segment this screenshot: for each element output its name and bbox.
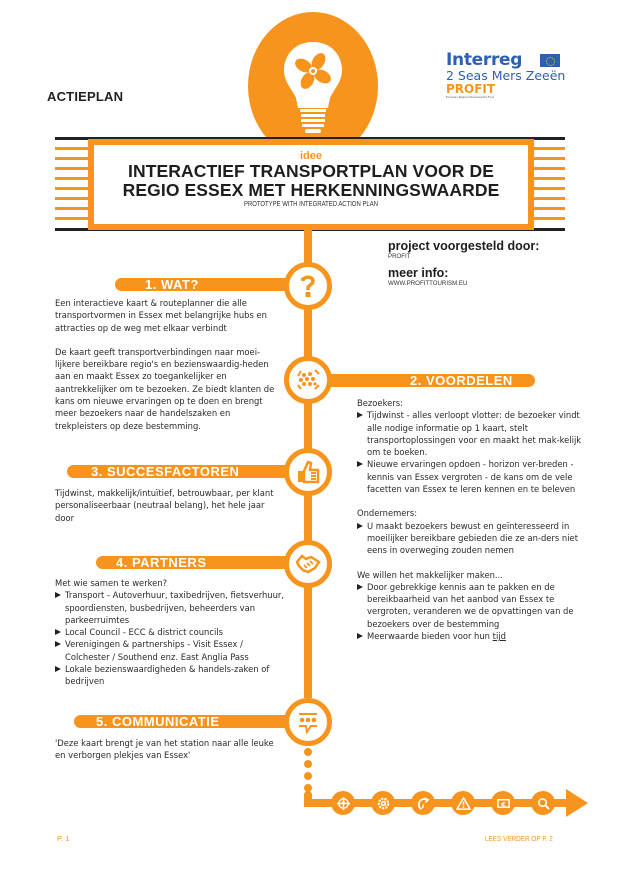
document-label: ACTIEPLAN (47, 89, 124, 104)
refresh-icon (411, 791, 435, 815)
title-banner (88, 139, 534, 230)
group-heading: Bezoekers: (357, 398, 403, 408)
paragraph: Een interactieve kaart & routeplanner die alle transportvormen in Essex met belangrijke hubs en attracties op de weg met elkaar verbindt (55, 298, 267, 333)
title-line-1: INTERACTIEF TRANSPORTPLAN VOOR DE (128, 161, 494, 181)
partners-intro: Met wie samen te werken? (55, 578, 168, 588)
section-body-voordelen (357, 397, 597, 642)
warning-icon (451, 791, 475, 815)
list-item: Verenigingen & partnerships - Visit Essex / Colchester / Southend enz. East Anglia Pass (55, 638, 285, 663)
list-item: Tijdwinst - alles verloopt vlotter: de bezoeker vindt alle nodige informatie op 1 kaart, stelt transportoplossingen voor en maakt het mak-kelijk om te boeken. (357, 409, 597, 458)
item-underlined: tijd (492, 631, 506, 642)
thumbs-up-icon (284, 448, 332, 496)
project-info (388, 240, 539, 294)
logo-interreg: Interreg (446, 50, 523, 70)
list-item (357, 630, 597, 642)
banner-kicker: idee (299, 150, 322, 162)
continue-link[interactable]: LEES VERDER OP P. 2 (485, 834, 553, 843)
banner-subtitle: PROTOTYPE WITH INTEGRATED ACTION PLAN (243, 201, 379, 208)
more-info-label: meer info: (388, 266, 449, 280)
euro-note-icon (491, 791, 515, 815)
section-title: 5. COMMUNICATIE (96, 714, 220, 729)
section-title: 1. WAT? (145, 277, 199, 292)
page-title (94, 162, 528, 200)
logo-program: 2 Seas Mers Zeeën (446, 68, 566, 83)
target-icon (331, 791, 355, 815)
speech-bubble-icon (284, 698, 332, 746)
search-icon (531, 791, 555, 815)
section-header-succesfactoren (67, 465, 290, 478)
list-item: Local Council - ECC & district councils (55, 626, 285, 638)
list-item: Door gebrekkige kennis aan te pakken en de bereikbaarheid van het aanbod van Essex te vergroten, veranderen we de opvattingen van de bezoekers over de bestemming (357, 581, 597, 630)
section-body-wat (55, 297, 283, 432)
svg-text:€: € (500, 799, 506, 808)
section-header-partners (96, 556, 290, 569)
item-text: Meerwaarde bieden voor hun (367, 631, 493, 642)
section-header-voordelen (330, 374, 535, 387)
section-title: 4. PARTNERS (116, 555, 207, 570)
list-item: Transport - Autoverhuur, taxibedrijven, fietsverhuur, spoordiensten, busbedrijven, beheerders van parkeerruimtes (55, 589, 285, 626)
proposed-by-label: project voorgesteld door: (388, 239, 540, 253)
section-header-communicatie (74, 715, 290, 728)
list-item: U maakt bezoekers bewust en geïnteresseerd in moeilijker bereikbare gebieden die ze an-ders niet eens in overweging zouden nemen (357, 520, 597, 557)
section-body-succesfactoren: Tijdwinst, makkelijk/intuïtief, betrouwbaar, per klant personaliseerbaar (neutraal belang), het hele jaar door (55, 488, 274, 523)
section-body-partners (55, 577, 285, 688)
handshake-icon (284, 540, 332, 588)
group-heading: Ondernemers: (357, 508, 418, 519)
gear-icon (371, 791, 395, 815)
list-item: Lokale bezienswaardigheden & handels-zaken of bedrijven (55, 663, 285, 688)
section-body-communicatie: 'Deze kaart brengt je van het station naar alle leuke en verborgen plekjes van Essex' (55, 738, 274, 761)
section-header-wat (115, 278, 290, 291)
question-icon (284, 262, 332, 310)
section-title: 2. VOORDELEN (410, 373, 513, 388)
title-line-2: REGIO ESSEX MET HERKENNINGSWAARDE (122, 180, 500, 200)
group-heading: We willen het makkelijker maken... (357, 569, 503, 580)
eu-flag-icon (540, 54, 560, 67)
section-title: 3. SUCCESFACTOREN (91, 464, 240, 479)
interreg-logo (446, 50, 576, 99)
logo-fund: European Regional Development Fund (446, 96, 494, 99)
page-number: P. 1 (57, 834, 70, 843)
logo-project: PROFIT (446, 82, 496, 96)
paragraph: De kaart geeft transportverbindingen naar moei-lijkere bereikbare regio's en bezienswaardig-heden aan en maakt Essex zo toegankelijker en aantrekkelijker om te bezoeken. Ze biedt klanten de kans om nieuwe ervaringen op te doen en brengt meer bezoekers naar de handelszaken en trekpleisters op deze bestemming. (55, 346, 275, 431)
proposed-by-value: PROFIT (388, 253, 411, 260)
more-info-link[interactable]: WWW.PROFITTOURISM.EU (388, 280, 468, 287)
list-item: Nieuwe ervaringen opdoen - horizon ver-breden - kennis van Essex vergroten - de kans om de vele facetten van Essex te leren kennen en te beleven (357, 458, 597, 495)
arrow-right-icon (566, 789, 588, 817)
dots-circle-icon (284, 356, 332, 404)
